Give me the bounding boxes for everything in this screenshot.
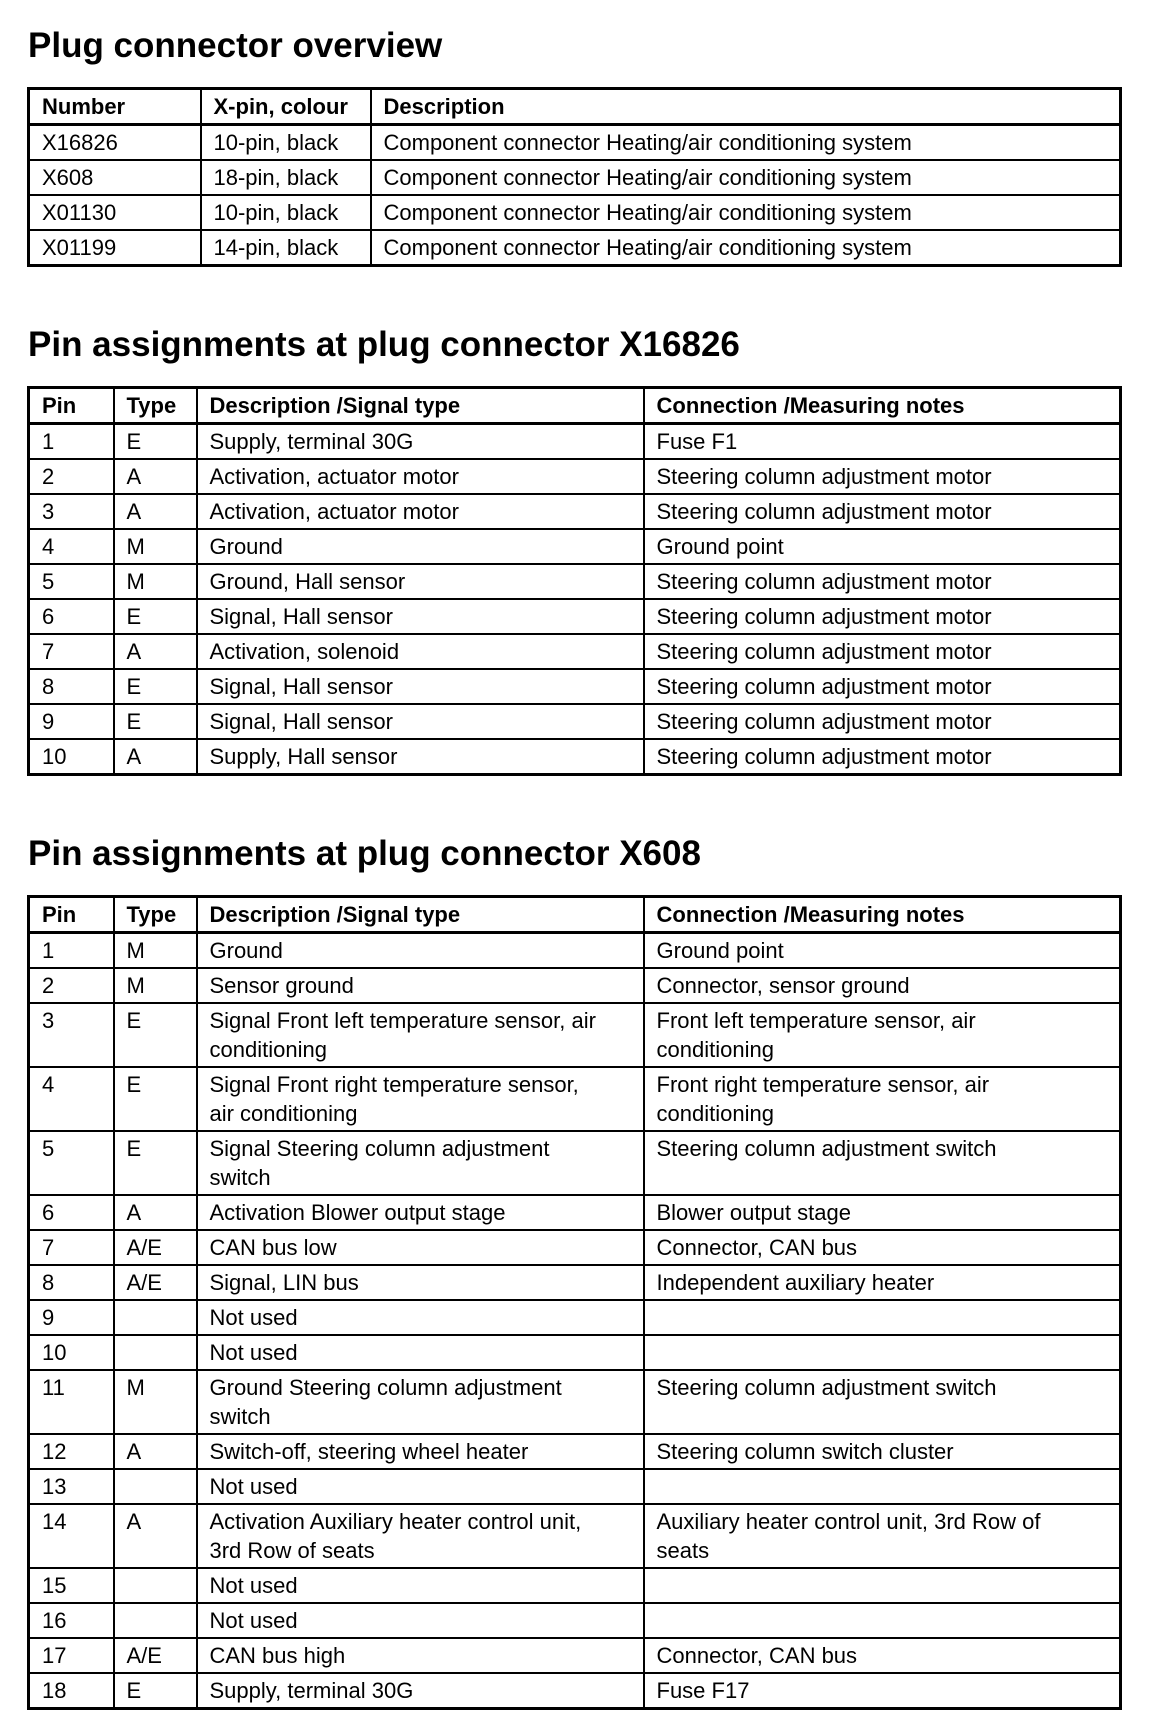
table-cell: Steering column adjustment switch [644, 1370, 1121, 1434]
table-cell: CAN bus high [197, 1638, 644, 1673]
table-cell: A [114, 739, 197, 775]
table-cell: Signal Front left temperature sensor, air conditioning [197, 1003, 644, 1067]
table-cell: Not used [197, 1568, 644, 1603]
table-cell: Connector, CAN bus [644, 1230, 1121, 1265]
table-cell: 6 [29, 599, 114, 634]
table-cell: A [114, 494, 197, 529]
table-row [29, 1195, 1121, 1230]
table-cell [114, 1603, 197, 1638]
x16826-pin-table [27, 386, 1122, 776]
table-cell: A [114, 1434, 197, 1469]
table-row [29, 933, 1121, 969]
table-row [29, 1300, 1121, 1335]
table-cell: Fuse F1 [644, 424, 1121, 460]
table-cell [644, 1603, 1121, 1638]
table-cell: 9 [29, 1300, 114, 1335]
column-header: Description [371, 89, 1121, 125]
table-cell: Steering column adjustment motor [644, 599, 1121, 634]
table-row [29, 1131, 1121, 1195]
table-cell: Front left temperature sensor, air conditioning [644, 1003, 1121, 1067]
table-cell [114, 1568, 197, 1603]
table-row [29, 1335, 1121, 1370]
table-cell: Ground point [644, 529, 1121, 564]
table-row [29, 1568, 1121, 1603]
section-title-x608: Pin assignments at plug connector X608 [28, 834, 701, 873]
table-cell: Not used [197, 1335, 644, 1370]
table-cell [644, 1335, 1121, 1370]
table-row [29, 1067, 1121, 1131]
table-cell: Switch-off, steering wheel heater [197, 1434, 644, 1469]
table-cell: 7 [29, 634, 114, 669]
table-cell: M [114, 564, 197, 599]
table-cell: X01199 [29, 230, 201, 266]
table-cell: M [114, 933, 197, 969]
section-title-overview: Plug connector overview [28, 26, 443, 65]
table-cell: 14 [29, 1504, 114, 1568]
column-header: X-pin, colour [201, 89, 371, 125]
table-cell: Auxiliary heater control unit, 3rd Row of seats [644, 1504, 1121, 1568]
table-cell [644, 1469, 1121, 1504]
table-cell: X608 [29, 160, 201, 195]
table-row [29, 564, 1121, 599]
column-header: Connection /Measuring notes [644, 897, 1121, 933]
table-cell: Sensor ground [197, 968, 644, 1003]
table-cell: 14-pin, black [201, 230, 371, 266]
header-row [29, 388, 1121, 424]
table-cell: Ground Steering column adjustment switch [197, 1370, 644, 1434]
table-cell: X01130 [29, 195, 201, 230]
x608-pin-table [27, 895, 1122, 1710]
table-cell: Activation, solenoid [197, 634, 644, 669]
table-row [29, 1603, 1121, 1638]
table-row [29, 529, 1121, 564]
table-row [29, 459, 1121, 494]
header-row [29, 897, 1121, 933]
table-row [29, 1370, 1121, 1434]
table-cell: 1 [29, 424, 114, 460]
table-cell: 5 [29, 564, 114, 599]
table-cell [114, 1300, 197, 1335]
table-cell: 11 [29, 1370, 114, 1434]
table-row [29, 230, 1121, 266]
table-cell: M [114, 968, 197, 1003]
table-row [29, 195, 1121, 230]
table-cell: Activation, actuator motor [197, 459, 644, 494]
table-cell: Signal, Hall sensor [197, 599, 644, 634]
table-cell: Ground [197, 933, 644, 969]
table-cell: A [114, 1504, 197, 1568]
table-cell: 8 [29, 669, 114, 704]
table-cell: Not used [197, 1603, 644, 1638]
table-cell: A [114, 1195, 197, 1230]
table-row [29, 968, 1121, 1003]
table-cell: M [114, 1370, 197, 1434]
table-cell: 10 [29, 739, 114, 775]
table-cell: Signal, LIN bus [197, 1265, 644, 1300]
table-cell: Steering column adjustment motor [644, 704, 1121, 739]
section-title-x16826: Pin assignments at plug connector X16826 [28, 325, 740, 364]
table-cell: 4 [29, 529, 114, 564]
table-cell: Steering column adjustment motor [644, 494, 1121, 529]
table-row [29, 424, 1121, 460]
table-cell: Ground point [644, 933, 1121, 969]
table-cell: Steering column adjustment motor [644, 634, 1121, 669]
table-cell: 18-pin, black [201, 160, 371, 195]
section-plug-connector-overview [27, 26, 1124, 267]
table-cell: E [114, 1673, 197, 1709]
table-cell: E [114, 424, 197, 460]
table-cell: Steering column switch cluster [644, 1434, 1121, 1469]
table-cell: Component connector Heating/air conditioning system [371, 160, 1121, 195]
table-cell: Blower output stage [644, 1195, 1121, 1230]
table-cell: A/E [114, 1230, 197, 1265]
table-cell: Signal Front right temperature sensor, air conditioning [197, 1067, 644, 1131]
section-pin-assignments-x608 [27, 834, 1124, 1710]
table-cell: A [114, 459, 197, 494]
table-cell: 2 [29, 968, 114, 1003]
table-cell: A/E [114, 1265, 197, 1300]
table-row [29, 739, 1121, 775]
table-cell: A/E [114, 1638, 197, 1673]
section-pin-assignments-x16826 [27, 325, 1124, 776]
table-cell: Component connector Heating/air conditioning system [371, 125, 1121, 161]
table-cell: 17 [29, 1638, 114, 1673]
table-cell: 4 [29, 1067, 114, 1131]
table-cell: Not used [197, 1300, 644, 1335]
table-cell: 8 [29, 1265, 114, 1300]
table-cell: 6 [29, 1195, 114, 1230]
table-row [29, 1434, 1121, 1469]
plug-connector-overview-table [27, 87, 1122, 267]
table-cell [114, 1335, 197, 1370]
table-cell: 16 [29, 1603, 114, 1638]
table-cell: Connector, CAN bus [644, 1638, 1121, 1673]
table-cell: Supply, Hall sensor [197, 739, 644, 775]
table-row [29, 160, 1121, 195]
table-cell: Not used [197, 1469, 644, 1504]
table-cell: E [114, 1131, 197, 1195]
table-cell: Steering column adjustment motor [644, 739, 1121, 775]
table-cell: Steering column adjustment motor [644, 669, 1121, 704]
table-cell: CAN bus low [197, 1230, 644, 1265]
table-cell: Activation Blower output stage [197, 1195, 644, 1230]
document-page [27, 26, 1124, 1710]
table-cell: A [114, 634, 197, 669]
table-cell: 18 [29, 1673, 114, 1709]
column-header: Connection /Measuring notes [644, 388, 1121, 424]
table-cell: Supply, terminal 30G [197, 424, 644, 460]
table-cell: E [114, 1067, 197, 1131]
table-cell: Independent auxiliary heater [644, 1265, 1121, 1300]
table-row [29, 1265, 1121, 1300]
table-row [29, 1003, 1121, 1067]
column-header: Type [114, 897, 197, 933]
table-cell: Steering column adjustment switch [644, 1131, 1121, 1195]
table-cell: 12 [29, 1434, 114, 1469]
table-row [29, 1230, 1121, 1265]
table-cell: Activation Auxiliary heater control unit, 3rd Row of seats [197, 1504, 644, 1568]
table-row [29, 1469, 1121, 1504]
column-header: Pin [29, 897, 114, 933]
table-cell: Signal, Hall sensor [197, 704, 644, 739]
column-header: Pin [29, 388, 114, 424]
table-row [29, 494, 1121, 529]
table-row [29, 634, 1121, 669]
table-cell: E [114, 599, 197, 634]
column-header: Number [29, 89, 201, 125]
table-cell: E [114, 669, 197, 704]
table-cell: E [114, 704, 197, 739]
table-row [29, 1638, 1121, 1673]
table-cell [114, 1469, 197, 1504]
table-row [29, 669, 1121, 704]
table-row [29, 599, 1121, 634]
table-row [29, 704, 1121, 739]
table-cell: 7 [29, 1230, 114, 1265]
table-cell: Signal, Hall sensor [197, 669, 644, 704]
table-cell: 3 [29, 1003, 114, 1067]
table-cell: 1 [29, 933, 114, 969]
table-cell: 5 [29, 1131, 114, 1195]
table-cell: 10 [29, 1335, 114, 1370]
table-cell: Supply, terminal 30G [197, 1673, 644, 1709]
header-row [29, 89, 1121, 125]
table-cell: Steering column adjustment motor [644, 564, 1121, 599]
table-cell: 10-pin, black [201, 125, 371, 161]
table-cell: X16826 [29, 125, 201, 161]
table-cell [644, 1300, 1121, 1335]
table-cell: Front right temperature sensor, air conditioning [644, 1067, 1121, 1131]
table-cell: 2 [29, 459, 114, 494]
column-header: Description /Signal type [197, 388, 644, 424]
table-cell [644, 1568, 1121, 1603]
table-cell: 3 [29, 494, 114, 529]
column-header: Description /Signal type [197, 897, 644, 933]
table-cell: 13 [29, 1469, 114, 1504]
table-cell: Activation, actuator motor [197, 494, 644, 529]
table-cell: Ground, Hall sensor [197, 564, 644, 599]
column-header: Type [114, 388, 197, 424]
table-cell: Signal Steering column adjustment switch [197, 1131, 644, 1195]
table-cell: M [114, 529, 197, 564]
table-row [29, 1504, 1121, 1568]
table-cell: 9 [29, 704, 114, 739]
table-cell: 10-pin, black [201, 195, 371, 230]
table-cell: 15 [29, 1568, 114, 1603]
table-cell: Component connector Heating/air conditioning system [371, 195, 1121, 230]
table-cell: Component connector Heating/air conditioning system [371, 230, 1121, 266]
table-cell: Connector, sensor ground [644, 968, 1121, 1003]
table-row [29, 1673, 1121, 1709]
table-cell: Steering column adjustment motor [644, 459, 1121, 494]
table-cell: Fuse F17 [644, 1673, 1121, 1709]
table-cell: E [114, 1003, 197, 1067]
table-cell: Ground [197, 529, 644, 564]
table-row [29, 125, 1121, 161]
